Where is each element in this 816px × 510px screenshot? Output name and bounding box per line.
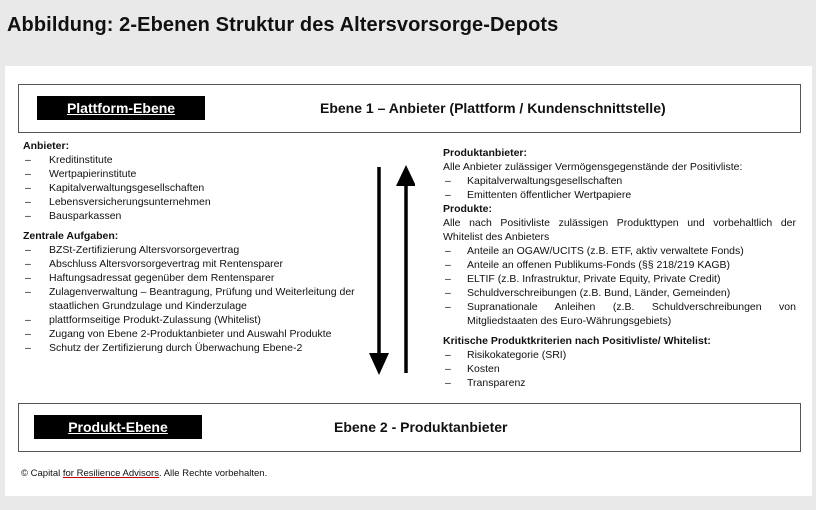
list-item: – Wertpapierinstitute: [23, 167, 363, 181]
produkte-intro: Alle nach Positivliste zulässigen Produkttypen und vorbehaltlich der Whitelist des Anbieters: [443, 217, 796, 243]
level-1-badge: [37, 96, 205, 120]
left-column: [23, 139, 363, 355]
list-item: – Kreditinstitute: [23, 153, 363, 167]
anbieter-heading: Anbieter:: [23, 140, 70, 152]
produktanbieter-heading: Produktanbieter:: [443, 147, 528, 159]
list-item: – Bausparkassen: [23, 209, 363, 223]
copyright-note: [21, 468, 267, 479]
level-2-badge: [34, 415, 202, 439]
list-item: – Abschluss Altersvorsorgevertrag mit Rentensparer: [23, 257, 363, 271]
level-1-box: [18, 84, 801, 133]
list-item: – Haftungsadressat gegenüber dem Rentensparer: [23, 271, 363, 285]
aufgaben-heading: Zentrale Aufgaben:: [23, 230, 119, 242]
list-item: – BZSt-Zertifizierung Altersvorsorgevertrag: [23, 243, 363, 257]
list-item: – Zulagenverwaltung – Beantragung, Prüfung und Weiterleitung der staatlichen Grundzulage und Kinderzulage: [23, 285, 363, 313]
list-item: – Kosten: [443, 362, 796, 376]
right-column: [443, 146, 796, 390]
list-item: – Schuldverschreibungen (z.B. Bund, Länder, Gemeinden): [443, 286, 796, 300]
copyright-prefix: © Capital: [21, 468, 63, 479]
list-item: – Kapitalverwaltungsgesellschaften: [23, 181, 363, 195]
arrow-up-icon: [396, 165, 415, 373]
produkte-heading: Produkte:: [443, 203, 493, 215]
list-item: – Risikokategorie (SRI): [443, 348, 796, 362]
copyright-company: for Resilience Advisors: [62, 468, 159, 479]
list-item: – Zugang von Ebene 2-Produktanbieter und Auswahl Produkte: [23, 327, 363, 341]
list-item: – plattformseitige Produkt-Zulassung (Whitelist): [23, 313, 363, 327]
level-1-badge-label: Plattform-Ebene: [66, 100, 176, 116]
list-item: – Supranationale Anleihen (z.B. Schuldverschreibungen von Mitgliedstaaten des Euro-Währungsgebiets): [443, 300, 796, 328]
list-item: – Kapitalverwaltungsgesellschaften: [443, 174, 796, 188]
produkte-list: [443, 244, 796, 328]
aufgaben-list: [23, 243, 363, 355]
level-1-description: Ebene 1 – Anbieter (Plattform / Kundenschnittstelle): [320, 100, 666, 116]
level-2-description: Ebene 2 - Produktanbieter: [334, 419, 508, 435]
produktanbieter-list: [443, 174, 796, 202]
page-title: Abbildung: 2-Ebenen Struktur des Altersvorsorge-Depots: [7, 14, 559, 36]
produktanbieter-intro: Alle Anbieter zulässiger Vermögensgegenstände der Positivliste:: [443, 161, 743, 173]
list-item: – Anteile an OGAW/UCITS (z.B. ETF, aktiv verwaltete Fonds): [443, 244, 796, 258]
list-item: – ELTIF (z.B. Infrastruktur, Private Equity, Private Credit): [443, 272, 796, 286]
copyright-suffix: . Alle Rechte vorbehalten.: [158, 468, 268, 479]
list-item: – Anteile an offenen Publikums-Fonds (§§ 218/219 KAGB): [443, 258, 796, 272]
list-item: – Lebensversicherungsunternehmen: [23, 195, 363, 209]
kriterien-list: [443, 348, 796, 390]
arrows-graphic: [365, 161, 415, 381]
kriterien-heading: Kritische Produktkriterien nach Positivliste/ Whitelist:: [443, 335, 711, 347]
level-2-badge-label: Produkt-Ebene: [68, 419, 168, 435]
diagram-panel: [5, 66, 812, 496]
list-item: – Schutz der Zertifizierung durch Überwachung Ebene-2: [23, 341, 363, 355]
list-item: – Transparenz: [443, 376, 796, 390]
list-item: – Emittenten öffentlicher Wertpapiere: [443, 188, 796, 202]
arrow-down-icon: [369, 167, 389, 375]
anbieter-list: [23, 153, 363, 223]
level-2-box: [18, 403, 801, 452]
